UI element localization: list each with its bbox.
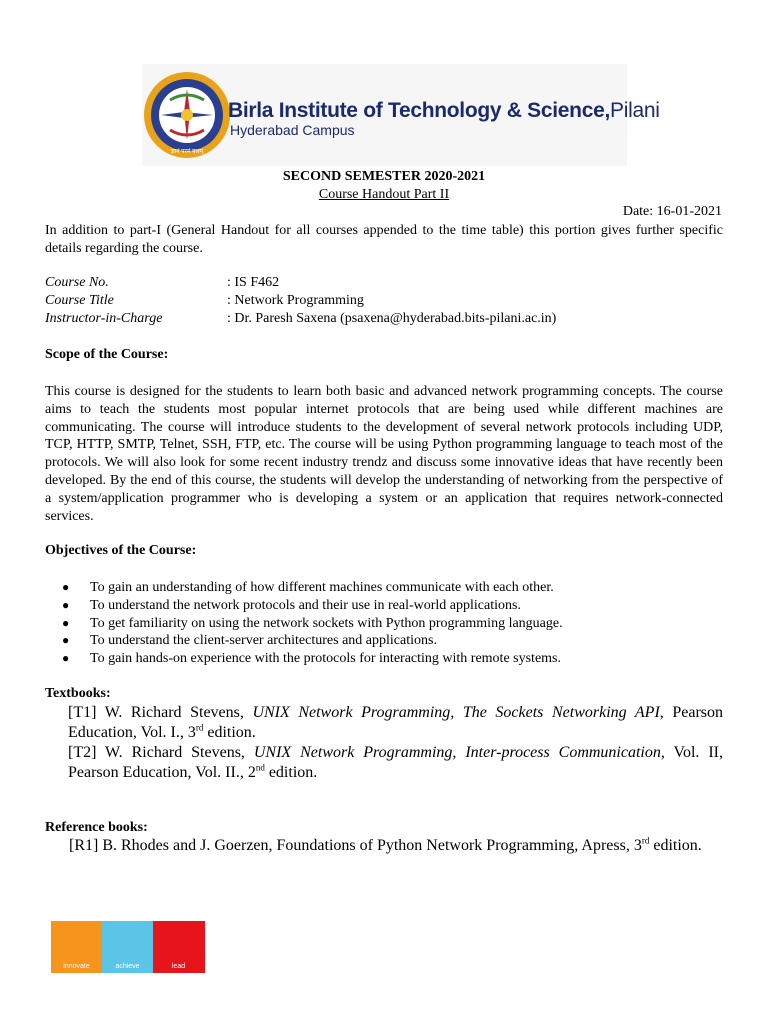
objective-text: To get familiarity on using the network sockets with Python programming language. <box>90 615 563 631</box>
objective-item <box>62 579 563 597</box>
institute-seal-icon <box>142 70 232 160</box>
bullet-icon: ● <box>62 597 70 612</box>
textbook-t2 <box>68 743 723 783</box>
t2-prefix: [T2] W. Richard Stevens, <box>68 744 254 761</box>
t1-end: edition. <box>203 724 256 741</box>
scope-heading: Scope of the Course: <box>45 347 169 362</box>
objective-text: To understand the client-server architectures and applications. <box>90 633 437 649</box>
objectives-list <box>62 579 563 668</box>
bullet-icon: ● <box>62 651 70 666</box>
t1-prefix: [T1] W. Richard Stevens, <box>68 704 253 721</box>
course-title-value: : Network Programming <box>227 293 364 308</box>
semester-title: SECOND SEMESTER 2020-2021 <box>282 169 486 184</box>
t2-title: UNIX Network Programming, Inter-process Communication <box>253 744 661 761</box>
r1-sup: rd <box>641 835 650 846</box>
objective-item <box>62 650 563 668</box>
objective-item <box>62 615 563 633</box>
footer-logo <box>51 921 205 973</box>
bullet-icon: ● <box>62 633 70 648</box>
seal-motto: ज्ञानं परमं बलम् <box>170 149 204 155</box>
handout-date: Date: 16-01-2021 <box>622 204 722 219</box>
textbooks-heading: Textbooks: <box>45 686 111 701</box>
footer-logo-label: lead <box>171 963 186 970</box>
reference-r1 <box>69 836 768 856</box>
institute-name-main: Birla Institute of Technology & Science, <box>228 99 611 122</box>
textbook-t1 <box>68 703 723 743</box>
objectives-heading: Objectives of the Course: <box>45 543 197 558</box>
objective-text: To understand the network protocols and their use in real-world applications. <box>90 597 521 613</box>
footer-logo-achieve <box>102 921 153 973</box>
institute-banner <box>142 64 660 166</box>
footer-logo-label: innovate <box>63 963 90 970</box>
objective-text: To gain hands-on experience with the protocols for interacting with remote systems. <box>90 651 562 667</box>
t2-sup: nd <box>255 762 265 773</box>
r1-text: [R1] B. Rhodes and J. Goerzen, Foundations of Python Network Programming, Apress, 3 <box>69 837 642 854</box>
bullet-icon: ● <box>62 615 70 630</box>
objective-item <box>62 597 563 615</box>
t1-title: UNIX Network Programming, The Sockets Networking API <box>252 704 660 721</box>
instructor-value: : Dr. Paresh Saxena (psaxena@hyderabad.bits-pilani.ac.in) <box>227 311 557 326</box>
institute-location: Pilani <box>610 99 660 122</box>
t2-end: edition. <box>264 764 318 781</box>
instructor-label: Instructor-in-Charge <box>45 311 163 326</box>
r1-end: edition. <box>649 837 702 854</box>
bullet-icon: ● <box>62 580 70 594</box>
t2-suffix: , Vol. II, Pearson Education, Vol. II., 2 <box>68 744 724 781</box>
t1-sup: rd <box>195 722 204 733</box>
scope-paragraph: This course is designed for the students to learn both basic and advanced network programming concepts. The course aims to teach the students most popular internet protocols that are being used while different machines are communicating. The course will introduce students to the development of several network protocols including UDP, TCP, HTTP, SMTP, Telnet, SSH, FTP, etc. The course will be using Python programming language to teach most of the protocols. We will also look for some recent industry trendz and discuss some innovative ideas that have recently been developed. By the end of this course, the students will develop the understanding of networking from the perspective of a system/application programmer who is developing a system or an application that requires network-connected services. <box>45 384 723 524</box>
footer-logo-innovate <box>51 921 102 973</box>
t1-suffix: , Pearson Education, Vol. I., 3 <box>68 704 723 741</box>
objective-item <box>62 632 563 650</box>
institute-name <box>228 99 660 123</box>
references-heading: Reference books: <box>45 820 148 835</box>
footer-logo-label: achieve <box>115 963 140 970</box>
objective-text: To gain an understanding of how different machines communicate with each other. <box>90 580 554 595</box>
footer-logo-lead <box>153 921 205 973</box>
intro-paragraph: In addition to part-I (General Handout for all courses appended to the time table) this portion gives further specific details regarding the course. <box>45 223 723 256</box>
handout-subtitle: Course Handout Part II <box>318 187 450 202</box>
course-title-label: Course Title <box>45 293 114 308</box>
campus-name: Hyderabad Campus <box>230 122 355 138</box>
course-number-label: Course No. <box>45 275 109 290</box>
course-number-value: : IS F462 <box>227 275 280 290</box>
